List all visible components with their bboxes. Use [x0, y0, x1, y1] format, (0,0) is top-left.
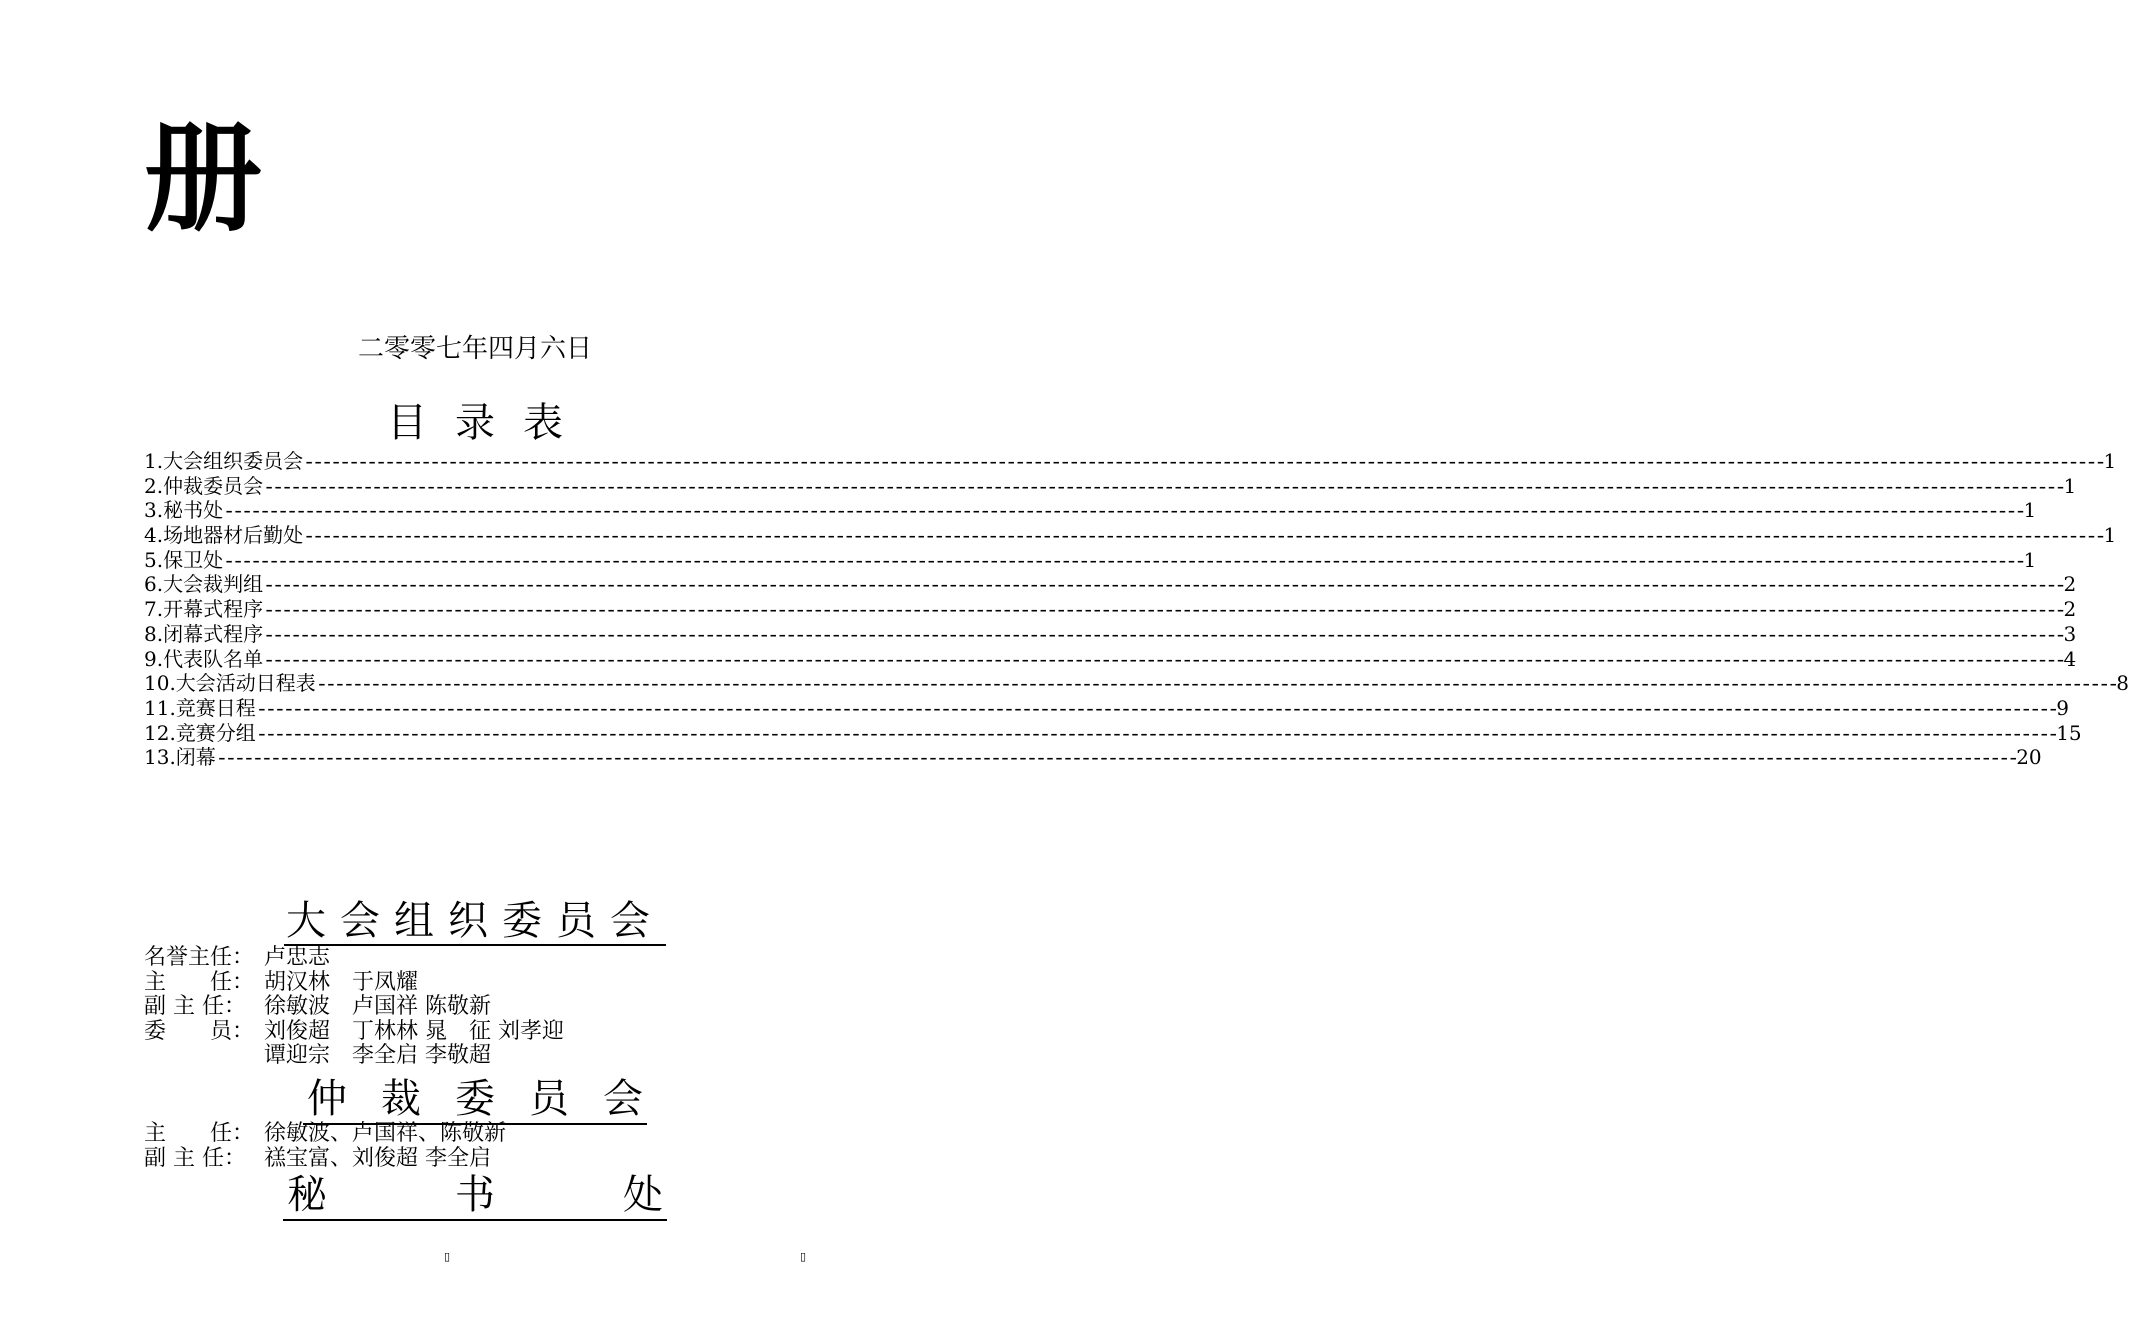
toc-leader: -------------------------------------------------------------------------------------------------------------------------------------------------------------------------------------------------------- — [215, 748, 2017, 772]
footer-mark-right: ▯ — [800, 1250, 807, 1263]
roster-role: 副 主 任： — [144, 1145, 246, 1171]
toc-item-label: 6.大会裁判组 — [144, 572, 264, 597]
toc-item-page: 15 — [2056, 720, 2082, 745]
toc-leader: -------------------------------------------------------------------------------------------------------------------------------------------------------------------------------------------------------- — [255, 698, 2057, 722]
toc-item-label: 11.竞赛日程 — [144, 695, 256, 720]
roster-role — [144, 1044, 264, 1069]
toc-item-label: 1.大会组织委员会 — [144, 449, 304, 473]
toc-item-label: 7.开幕式程序 — [144, 597, 264, 622]
toc-item-page: 3 — [2063, 621, 2077, 646]
title-char: 会 — [603, 1076, 643, 1122]
toc-leader: -------------------------------------------------------------------------------------------------------------------------------------------------------------------------------------------------------- — [263, 575, 2064, 599]
toc-item — [144, 695, 2069, 722]
roster-row — [144, 1122, 506, 1147]
toc-item-label: 3.秘书处 — [144, 498, 224, 523]
toc-item-page: 1 — [2103, 523, 2117, 548]
roster-role: 委 员： — [144, 1018, 255, 1044]
arbitration-committee-roster — [144, 1122, 506, 1171]
toc-item — [144, 473, 2077, 500]
roster-role: 名誉主任： — [144, 945, 255, 970]
title-char: 处 — [623, 1172, 663, 1218]
toc-item-page: 1 — [2103, 449, 2117, 473]
title-char: 秘 — [287, 1172, 327, 1218]
toc-item-label: 2.仲裁委员会 — [144, 473, 264, 498]
title-char: 裁 — [381, 1076, 421, 1122]
toc-item — [144, 745, 2042, 772]
toc-item — [144, 523, 2117, 550]
roster-row — [144, 1147, 506, 1172]
cover-date: 二零零七年四月六日 — [357, 334, 592, 364]
toc-leader: -------------------------------------------------------------------------------------------------------------------------------------------------------------------------------------------------------- — [223, 550, 2024, 574]
toc-leader: -------------------------------------------------------------------------------------------------------------------------------------------------------------------------------------------------------- — [303, 452, 2104, 475]
roster-names: 禚宝富、刘俊超 李全启 — [264, 1145, 491, 1171]
roster-row — [144, 1044, 564, 1069]
toc-item-label: 8.闭幕式程序 — [144, 621, 264, 646]
organizing-committee-title: 大会组织委员会 — [286, 898, 664, 944]
toc-item-page: 20 — [2016, 745, 2042, 770]
roster-names: 胡汉林 于凤耀 — [264, 969, 419, 995]
title-char: 委 — [455, 1076, 495, 1122]
footer-mark-left: ▯ — [444, 1250, 451, 1263]
toc-item-page: 4 — [2063, 646, 2077, 671]
toc-item-label: 13.闭幕 — [144, 745, 216, 770]
roster-names: 刘俊超 丁林林 晁 征 刘孝迎 — [264, 1018, 564, 1044]
roster-row — [144, 1020, 564, 1045]
toc-list — [144, 449, 2129, 772]
toc-item-label: 12.竞赛分组 — [144, 720, 256, 745]
toc-item — [144, 646, 2077, 673]
toc-leader: -------------------------------------------------------------------------------------------------------------------------------------------------------------------------------------------------------- — [263, 649, 2064, 673]
toc-leader: -------------------------------------------------------------------------------------------------------------------------------------------------------------------------------------------------------- — [263, 624, 2064, 648]
toc-item — [144, 547, 2037, 574]
toc-item — [144, 498, 2037, 525]
toc-item-label: 9.代表队名单 — [144, 646, 264, 671]
roster-role: 主 任： — [144, 969, 255, 995]
cover-title-char: 册 — [144, 109, 263, 248]
toc-leader: -------------------------------------------------------------------------------------------------------------------------------------------------------------------------------------------------------- — [263, 476, 2064, 500]
roster-row — [144, 995, 564, 1020]
toc-item-label: 10.大会活动日程表 — [144, 671, 316, 696]
roster-names: 卢忠志 — [264, 945, 331, 970]
toc-item-page: 2 — [2063, 572, 2077, 597]
toc-title: 目录表 — [387, 400, 591, 446]
toc-item-page: 8 — [2116, 671, 2129, 696]
toc-item-page: 1 — [2023, 547, 2037, 572]
toc-item — [144, 597, 2077, 624]
toc-item-label: 4.场地器材后勤处 — [144, 523, 304, 548]
roster-names: 徐敏波 卢国祥 陈敬新 — [264, 994, 491, 1019]
toc-item-page: 1 — [2023, 498, 2037, 523]
toc-leader: -------------------------------------------------------------------------------------------------------------------------------------------------------------------------------------------------------- — [303, 526, 2104, 550]
toc-item-label: 5.保卫处 — [144, 547, 224, 572]
toc-item-page: 9 — [2056, 695, 2069, 720]
roster-row — [144, 971, 564, 996]
toc-leader: -------------------------------------------------------------------------------------------------------------------------------------------------------------------------------------------------------- — [263, 600, 2064, 624]
organizing-committee-roster — [144, 946, 564, 1069]
toc-item — [144, 572, 2077, 599]
toc-item-page: 1 — [2063, 473, 2077, 498]
roster-names: 谭迎宗 李全启 李敬超 — [264, 1043, 491, 1068]
toc-item — [144, 671, 2129, 698]
toc-item-page: 2 — [2063, 597, 2077, 622]
toc-item — [144, 720, 2082, 747]
roster-role: 主 任： — [144, 1121, 255, 1146]
toc-item — [144, 621, 2077, 648]
roster-names: 徐敏波、卢国祥、陈敬新 — [264, 1121, 507, 1146]
toc-item — [144, 449, 2117, 475]
toc-leader: -------------------------------------------------------------------------------------------------------------------------------------------------------------------------------------------------------- — [255, 723, 2057, 747]
title-char: 员 — [529, 1076, 569, 1122]
roster-row — [144, 946, 564, 971]
arbitration-committee-title — [0, 1075, 950, 1125]
title-char: 书 — [455, 1172, 495, 1218]
toc-leader: -------------------------------------------------------------------------------------------------------------------------------------------------------------------------------------------------------- — [223, 501, 2024, 525]
secretariat-title — [0, 1171, 950, 1221]
toc-leader: -------------------------------------------------------------------------------------------------------------------------------------------------------------------------------------------------------- — [315, 674, 2117, 698]
roster-role: 副 主 任： — [144, 994, 246, 1019]
title-char: 仲 — [307, 1076, 347, 1122]
